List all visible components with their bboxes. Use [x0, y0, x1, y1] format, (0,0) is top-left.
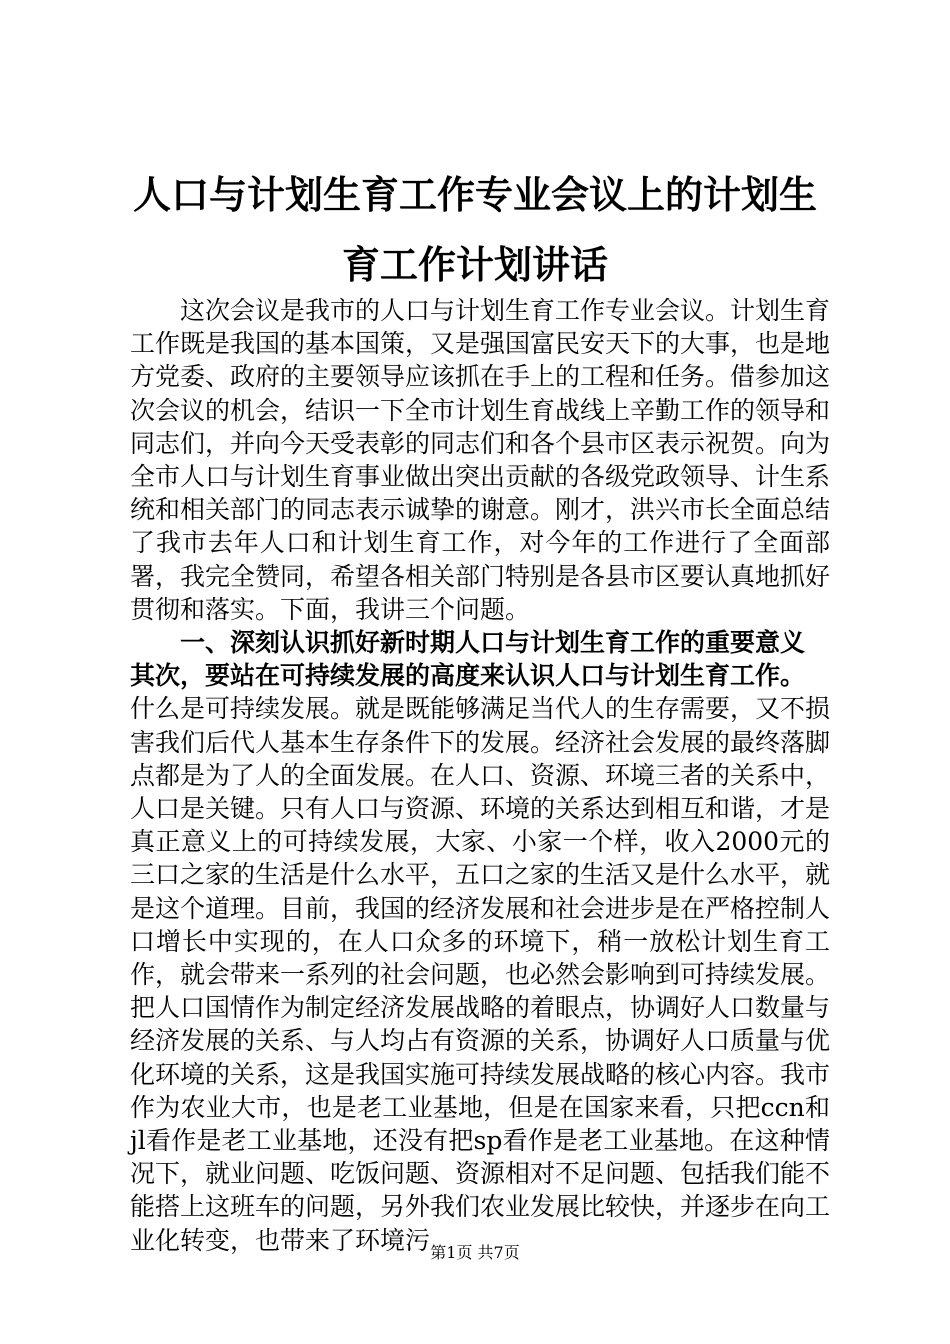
- document-title: 人口与计划生育工作专业会议上的计划生育工作计划讲话: [132, 172, 817, 287]
- section-heading: 一、深刻认识抓好新时期人口与计划生育工作的重要意义: [180, 628, 806, 658]
- intro-paragraph: 这次会议是我市的人口与计划生育工作专业会议。计划生育工作既是我国的基本国策，又是强国富民安天下的大事，也是地方党委、政府的主要领导应该抓在手上的工程和任务。借参加这次会议的机会，结识一下全市计划生育战线上辛勤工作的领导和同志们，并向今天受表彰的同志们和各个县市区表示祝贺。向为全市人口与计划生育事业做出突出贡献的各级党政领导、计生系统和相关部门的同志表示诚挚的谢意。刚才，洪兴市长全面总结了我市去年人口和计划生育工作，对今年的工作进行了全面部署，我完全赞同，希望各相关部门特别是各县市区要认真地抓好贯彻和落实。下面，我讲三个问题。: [130, 296, 831, 624]
- page-footer: 第1页 共7页: [430, 1243, 520, 1262]
- body-paragraph: 什么是可持续发展。就是既能够满足当代人的生存需要，又不损害我们后代人基本生存条件下的发展。经济社会发展的最终落脚点都是为了人的全面发展。在人口、资源、环境三者的关系中，人口是关键。只有人口与资源、环境的关系达到相互和谐，才是真正意义上的可持续发展，大家、小家一个样，收入2000元的三口之家的生活是什么水平，五口之家的生活又是什么水平，就是这个道理。目前，我国的经济发展和社会进步是在严格控制人口增长中实现的，在人口众多的环境下，稍一放松计划生育工作，就会带来一系列的社会问题，也必然会影响到可持续发展。把人口国情作为制定经济发展战略的着眼点，协调好人口数量与经济发展的关系、与人均占有资源的关系，协调好人口质量与优化环境的关系，这是我国实施可持续发展战略的核心内容。我市作为农业大市，也是老工业基地，但是在国家来看，只把ccn和jl看作是老工业基地，还没有把sp看作是老工业基地。在这种情况下，就业问题、吃饭问题、资源相对不足问题、包括我们能不能搭上这班车的问题，另外我们农业发展比较快，并逐步在向工业化转变，也带来了环境污: [130, 694, 831, 1255]
- document-body: [130, 294, 830, 1257]
- sub-heading: 其次，要站在可持续发展的高度来认识人口与计划生育工作。: [130, 661, 806, 691]
